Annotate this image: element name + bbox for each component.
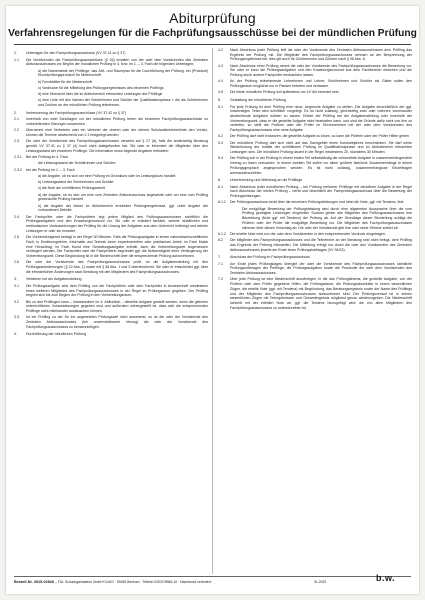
paragraph-text: c) die Note der schriftlichen Prüfungsarbeit	[38, 186, 106, 191]
paragraph	[218, 156, 412, 175]
paragraph-text: Die letzte mündliche Prüfung soll spätestens um 19 Uhr beendet sein.	[230, 90, 340, 95]
section-number: 1.	[14, 51, 17, 55]
section-number: 4.4	[218, 79, 223, 84]
section-number: 5.1	[218, 104, 223, 109]
section-number: 5.2	[218, 134, 223, 139]
paragraph-text: Über jede Prüfung ist eine Niederschrift anzufertigen, in die das Prüfungsthema, die gestellte Aufgabe, von der Prüferin oder dem Prüfer gegebene Hilfen, die Prüfungsdauer, die Prüfungsabschnitte in einem wesentlichen Zügen, die erteilte Note (ggf. mit Tendenz) mit Begründung, das Beratungsergebnis sowie der Name des Prüflings und der Mitglieder des Fachprüfungsausschusses aufzunehmen sind. Der Prüfungsverlauf ist in seinen wesentlichen Zügen mit Teilergebnissen und Gesamtergebnis möglichst genau wiederzugeben. Die Niederschrift schließt mit der erteilten Note ab; ggf. die Tendenz hinzugefügt wird, die von allen Mitgliedern des Fachprüfungsausschusses zu unterschreiben ist.	[230, 277, 412, 310]
section-number: 5.3	[218, 140, 223, 145]
paragraph	[14, 168, 208, 173]
paragraph-text: Der Prüfling soll in der Prüfung in einem ersten Teil selbstständig die vorbereitete Aufgabe in zusammenhängendem Vortrag zu lösen versuchen. In einem zweiten Teil sollen vor allem größere fachliche Zusammenhänge in einem Prüfungsgespräch angesprochen werden. Es ist nicht zulässig, zusammenhanglose Einzelfragen aneinanderzureihen.	[230, 156, 412, 175]
paragraph-text: Die oder der Vorsitzende des Fachprüfungsausschusses verweist auf § 27 (8), falls die anderweitig Beratung gemäß VV 37.41 zu § 37 (4) noch nicht stattgefunden hat. Sie oder er informiert die Mitglieder über den Leistungsstand der einzelnen Prüflinge. Die Information muss folgende Angaben enthalten:	[26, 139, 208, 153]
section-number: 2.2	[14, 128, 19, 133]
paragraph	[14, 235, 208, 259]
section-number	[14, 186, 26, 191]
paragraph	[14, 86, 208, 91]
order-number: Bestell-Nr. 3015-02826	[14, 580, 55, 584]
paragraph-text: bei der Prüfung im 1. – 3. Fach	[26, 167, 75, 172]
section-number: 3.1	[14, 283, 19, 288]
paragraph-text: Am Ende jedes Prüfungstages übergibt der oder die Vorsitzende des Fachprüfungsausschusses sämtliche Prüfungsunterlagen der Prüflinge, die Prüfungsaufgaben sowie die Protokolle der oder dem Vorsitzenden des Zentralen Abiturausschusses.	[230, 261, 412, 276]
section-number: 2.3	[14, 139, 19, 144]
document-subtitle: Verfahrensregelungen für die Fachprüfungsausschüsse bei der mündlichen Prüfung	[8, 28, 417, 39]
publisher-logo: b.w.	[376, 573, 396, 583]
paragraph-text: Die mündliche Prüfung darf sich nicht auf das Sachgebiet eines Kurshalbjahres beschränken. Sie darf keine Wiederholung der Inhalte der schriftlichen Prüfung im Qualifikationsphase und im Abiturbereich erbrachten Leistungen sein. Die mündliche Prüfung dauert in der Regel mindestens 20, höchstens 30 Minuten.	[230, 140, 412, 155]
section-number: 6.1.2	[218, 231, 226, 236]
paragraph-text: Nach Abschluss jeder mündlichen Prüfung – bei Prüfung mehrerer Prüflinge mit derselben Aufgabe in der Regel nach Abschluss der letzten Prüfung – berät und beschließt der Fachprüfungsausschuss über die Bewertung der Prüfungsleistungen.	[230, 184, 412, 199]
paragraph	[14, 139, 208, 153]
section-number	[14, 204, 26, 213]
section-heading	[218, 255, 412, 260]
paragraph	[218, 141, 412, 155]
document-header	[6, 6, 419, 39]
paragraph	[14, 161, 208, 166]
section-number: 6.1.1	[218, 200, 226, 205]
paragraph	[218, 64, 412, 78]
heading-text: Gestaltung der mündlichen Prüfung	[230, 98, 286, 103]
paragraph	[218, 134, 412, 139]
paragraph	[218, 232, 412, 237]
section-number: 6.1	[218, 184, 223, 189]
paragraph	[218, 207, 412, 231]
left-column	[14, 48, 208, 339]
paragraph-text: Die Vorbereitungszeit beträgt in der Regel 30 Minuten. Falls die Prüfungsaufgabe in einem naturwissenschaftlichen Fach, in Ernährungslehre, Informatik und Technik einen experimentellen oder praktischen Anteil, im Fach Musik eine Hörauftrag, im Fach Kunst eine Gestaltungsaufgabe enthält, kann die Vorbereitungszeit angemessen verlängert werden. Der Fachprüfer oder die Fachprüferin begründet ggf. die Notwendigkeit einer Verlängerung der Vorbereitungszeit. Diese Begründung ist in die Niederschrift über die entsprechende Prüfung aufzunehmen.	[26, 235, 208, 258]
heading-text: Unterlagen für den Fachprüfungsausschuss (VV 37.41 zu § 37)	[26, 51, 126, 55]
paragraph	[218, 105, 412, 133]
heading-text: Verbesserung der Fachprüfungsausschüsse (VV 37.42 zu § 37)	[26, 110, 126, 115]
paragraph	[14, 174, 208, 179]
paragraph	[218, 200, 412, 205]
paragraph	[14, 300, 208, 314]
section-number: 5.	[218, 98, 221, 103]
paragraph-text: Bis zu drei Prüflingen kann – insbesondere im 4. Abiturfach – dieselbe Aufgabe gestellt werden, wenn die gleichen unterrichtlichen Voraussetzungen gegeben sind und außerdem sichergestellt ist, dass sich die entsprechenden Prüflinge nicht miteinander austauschen können.	[26, 299, 208, 314]
section-number: 3.2	[14, 299, 19, 304]
paragraph-text: Nach Abschluss jeder Prüfung teilt die oder der Vorsitzende des Zentralen Abiturausschusses dem Prüfling das Ergebnis der Prüfung mit. Die Mitglieder des Fachprüfungsausschusses nehmen an der Besprechung der Prüfungsergebnisse teil, dies gilt auch für Zuhörerinnen und Zuhörer nach § 38 Abs. 6.	[230, 48, 412, 62]
section-number: 4.5	[218, 90, 223, 95]
paragraph-text: Die Vorsitzenden der Fachprüfungsausschüsse (§ 26) erhalten von der oder dem Vorsitzenden des Zentralen Abiturausschusses vor Beginn der mündlichen Prüfung in 4. bzw. im 1. – 3. Fach die folgenden Unterlagen:	[26, 57, 208, 67]
paragraph-text: Innerhalb von zwei Schultagen vor der mündlichen Prüfung treten die einzelnen Fachprüfungsausschüsse zu vorbereitenden Sitzungen zusammen.	[26, 117, 208, 126]
section-number	[14, 86, 26, 91]
section-number: 6.	[218, 178, 221, 183]
section-number: 5.4	[218, 156, 223, 161]
paragraph-text: Für jede Prüfung ist dem Prüfling eine neue, begrenzte Aufgabe zu stellen. Die Aufgabe einschließlich der ggf. notwendigen Texte wird schriftlich vorgelegt. Es ist nicht zulässig, gleichzeitig zwei oder mehrere voneinander abweichende Aufgaben wählen zu lassen. Erklärt der Prüfling bei der Aufgabenstellung oder innerhalb der Vorbereitungszeit, dass er die gestellte Aufgabe nicht bearbeiten kann, und sind die Gründe dafür nicht von ihm zu vertreten, so stellt die Prüferin oder der Prüfer im Einvernehmen mit der oder dem Vorsitzenden des Fachprüfungsausschusses eine neue Aufgabe.	[230, 104, 412, 133]
section-heading	[14, 332, 208, 337]
section-number: 3.3	[14, 315, 19, 320]
section-number: 4.2	[218, 48, 223, 52]
paragraph-text: d) eine Übersicht über die im Abiturbereich erbrachten Leistungen der Prüflinge	[38, 92, 163, 97]
column-divider	[212, 48, 213, 574]
section-number: 4.	[14, 332, 17, 337]
section-number: 3.	[14, 277, 17, 282]
paragraph	[218, 185, 412, 199]
paragraph	[14, 69, 208, 78]
paragraph-text: Nach Abschluss einer Prüfung nimmt die oder der Vorsitzende des Fachprüfungsausschusses die Bewertung vor. Sie oder er kann die Prüfungsaufgaben und den Erwartungshorizont aus dem Fachbereich einsehen und die Prüfung durch andere Fachprüfer beobachten lassen.	[230, 63, 412, 78]
footer-rule	[14, 576, 411, 577]
section-number: 1.1	[14, 57, 19, 62]
section-number: 4.3	[218, 63, 223, 68]
section-number	[14, 193, 26, 202]
header-rule	[14, 44, 411, 45]
section-heading	[14, 111, 208, 116]
section-number	[14, 174, 26, 179]
paragraph	[14, 186, 208, 191]
section-number	[14, 161, 26, 166]
paragraph-text: c) Vordrucke für die Mitteilung des Prüfungsergebnisses des einzelnen Prüflings	[38, 85, 164, 90]
paragraph-text: Die oder der Vorsitzende des Fachprüfungsausschusses prüft, ob die Aufgabenstellung mit den Prüfungsanforderungen (§ 22 Abs. 1) sowie mit § 38 Abs. 1 und 3 übereinstimmt. Sie oder er entscheidet ggf. über die erforderlichen Änderungen nach Beratung mit den Mitgliedern des Fachprüfungsausschusses.	[26, 260, 208, 274]
heading-text: Unterbrechung und Mitteilung an die Prüflinge	[230, 178, 303, 183]
paragraph	[14, 260, 208, 274]
section-heading	[218, 178, 412, 183]
section-number: 2.6	[14, 260, 19, 265]
section-number: 7.1	[218, 261, 223, 266]
section-number: 7.2	[218, 277, 223, 282]
paragraph-text: Ist ein Prüfling zu der für ihn angesetzten Prüfungszeit nicht anwesend, so ist die oder der Vorsitzende des Zentralen Abiturausschusses (bei unvermeidbarem Verzug) die oder der Vorsitzende des Fachprüfungsausschusses zu benachrichtigen.	[26, 315, 208, 329]
paragraph-text: d) die Angabe, ob es sich um eine vom Zentralen Abiturausschuss angesetzte oder um eine vom Prüfling gewünschte Prüfung handelt	[38, 192, 208, 202]
section-number: 2.5	[14, 235, 19, 240]
paragraph	[14, 98, 208, 107]
paragraph	[14, 193, 208, 202]
paragraph-text: Der Prüfungsausschuss berät über die einzelnen Prüfungsleistungen und setzt die Note, ggf. mit Tendenz, fest.	[230, 200, 405, 205]
section-number	[14, 69, 26, 78]
paragraph-text: e) eine Liste mit den Namen der Schülerinnen und Schüler der Qualifikationsphase I, die als Zuhörerinnen und Zuhörer an der mündlichen Prüfung teilnehmen.	[38, 98, 208, 108]
page-footer	[14, 573, 411, 585]
paragraph	[218, 238, 412, 252]
section-number: 2.3.1	[14, 155, 22, 159]
paragraph-text: Der Prüfling darf nicht Instanzen, die gestellte Aufgabe zu lösen, so kann die Prüferin oder der Prüfer Hilfen geben.	[230, 134, 411, 139]
paragraph	[14, 215, 208, 234]
paragraph-text: b) Leistungsstand der Schülerinnen und Schüler	[38, 180, 114, 185]
section-number	[14, 180, 26, 185]
paragraph-text: An der Prüfung teilnehmende Lehrerinnen und Lehrer, Schülerinnen und Schüler als Gäste sollen den Prüfungsraum möglichst nur in Pausen betreten und verlassen.	[230, 79, 412, 89]
paragraph-text: Übernimmt eine Vertreterin oder ein Vertreter der oberen oder der oberen Schulaufsichtsbehörde den Vorsitz, können die Termine abweichend von 2.1 festgelegt werden.	[26, 128, 208, 137]
paragraph	[218, 90, 412, 95]
paragraph	[14, 58, 208, 67]
paragraph-text: die Leistungsstand der Schülerinnen und Schüler;	[38, 161, 117, 166]
paragraph	[218, 48, 412, 62]
section-number: 2.3.2	[14, 167, 22, 172]
heading-text: Verfahren bei der Aufgabenstellung	[26, 277, 82, 282]
paragraph	[14, 204, 208, 213]
paragraph	[218, 79, 412, 88]
right-column	[218, 48, 412, 312]
section-number	[14, 80, 26, 85]
section-number	[14, 92, 26, 97]
paragraph-text: Der Fachprüfer oder die Fachprüferin legt jedem Mitglied des Prüfungsausschusses schriftlich die Prüfungsaufgaben und den Erwartungshorizont vor. Sie oder er erläutert fachlich, welche inhaltlichen und methodischen Voraussetzungen der Prüfling für die Lösung der Aufgaben aus dem Unterricht mitbringt und welche Leistungen er oder sie erwartet.	[26, 214, 208, 233]
paragraph-text: Die Mitglieder des Fachprüfungsausschusses und die Teilnehmer an der Beratung sind nicht befugt, dem Prüfling das Ergebnis der Prüfung mitzuteilen. Die Mitteilung erfolgt nur durch die oder den Vorsitzenden des Zentralen Abiturausschusses jeweils am Ende eines Prüfungshalbtages (VV 38.53).	[230, 238, 412, 252]
paragraph-text: Die erteilte Note wird von der oder dem Vorsitzenden in den entsprechenden Vordruck eingetragen.	[230, 231, 386, 236]
paragraph	[14, 180, 208, 185]
paragraph	[14, 155, 208, 160]
paragraph-text: b) Formblätter für die Niederschrift	[38, 79, 93, 84]
section-number: 6.2	[218, 238, 223, 243]
section-heading	[218, 98, 412, 103]
paragraph	[14, 128, 208, 137]
paragraph-text: a) die Angabe, ob es sich um eine Prüfung im Grundkurs oder im Leistungskurs handelt	[38, 173, 176, 178]
paragraph-text: Die endgültige Bewertung der Prüfungsleistung wird durch eine allgemeine Aussprache über die vom Prüfling gezeigten Leistungen eingeleitet. Sodann geben alle Mitglieder des Prüfungsausschusses ihre Beurteilung (Note ggf. mit Tendenz) der Prüfung ab. Auf der Grundlage dieser Beurteilung schlägt die Prüferin oder der Prüfer die endgültige Bewertung vor. Die Mitglieder des Fachprüfungsausschusses stimmen über diesen Vorschlag ab. Die oder der Vorsitzende gibt ihre oder seine Stimme zuletzt ab.	[242, 206, 412, 230]
section-number: 7.	[218, 255, 221, 260]
paragraph	[14, 315, 208, 329]
paragraph	[14, 80, 208, 85]
paragraph	[218, 262, 412, 276]
paragraph-text: e) die Angabe der bisher im Abiturbereich erreichten Prüfungsergebnisse, ggf. unter Angabe der vorhandenen Defizite.	[38, 203, 208, 213]
heading-text: Abschluss der Prüfung im Fachprüfungsausschuss	[230, 255, 310, 260]
section-number: 2.	[14, 110, 17, 115]
edition-date: 01.2022	[314, 580, 327, 584]
document-title: Abiturprüfung	[169, 10, 256, 26]
paragraph	[218, 277, 412, 310]
section-number	[14, 98, 26, 107]
paragraph-text: Die Prüfungsaufgabe wird dem Prüfling von der Fachprüferin oder dem Fachprüfer in Anwesenheit mindestens eines weiteren Mitgliedes des Fachprüfungsausschusses in der Regel im Prüfungsraum gegeben. Der Prüfling beginnt sich bis zum Beginn der Prüfung in den Vorbereitungsraum.	[26, 283, 208, 298]
section-number: 2.4	[14, 214, 19, 219]
publisher-line: – F&L Schulorganisation GmbH+CoKG · 59269 Beckum · Telefon 02521/9966-10 · Nachdruck verboten!	[55, 580, 212, 584]
section-number: 2.1	[14, 117, 19, 122]
section-heading	[14, 277, 208, 282]
paragraph-text: Bei der Prüfung im 4. Fach	[26, 155, 69, 159]
paragraph-text: a) die Namensliste der Prüflinge, das Zeit- und Raumplan für die Durchführung der Prüfung, ein (Protokoll) Einzelprüfungsprotokoll für Niederschrift	[38, 68, 208, 78]
heading-text: Durchführung der mündlichen Prüfung	[26, 332, 87, 337]
paragraph	[14, 284, 208, 298]
paragraph	[14, 92, 208, 97]
section-number	[218, 207, 230, 231]
paragraph	[14, 117, 208, 126]
section-heading	[14, 51, 208, 56]
document-page	[6, 6, 419, 594]
